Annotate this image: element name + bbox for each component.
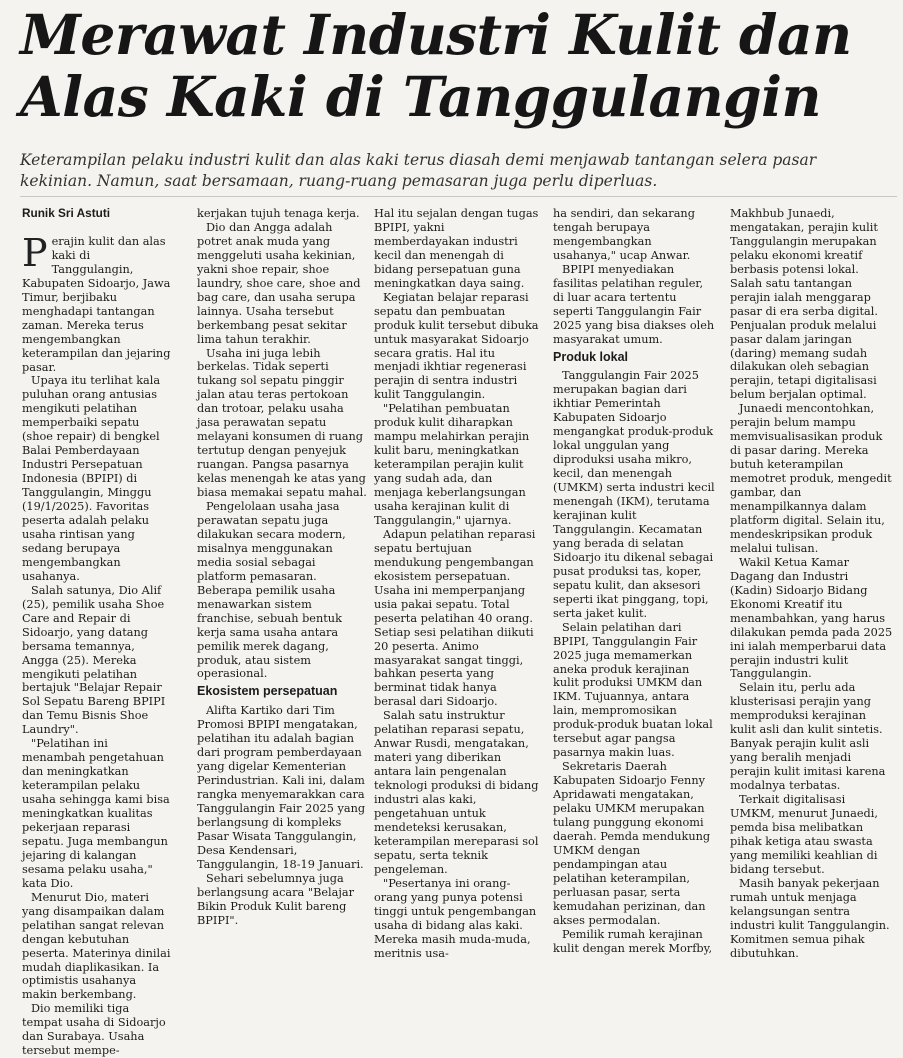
paragraph: Menurut Dio, materi yang disampaikan dalam pelatihan sangat relevan dengan kebutuhan peserta. Materinya dinilai mudah diaplikasikan. Ia optimistis usahanya makin berkembang. xyxy=(22,890,171,1002)
paragraph: Upaya itu terlihat kala puluhan orang antusias mengikuti pelatihan memperbaiki sepatu (shoe repair) di bengkel Balai Pemberdayaan Industri Persepatuan Indonesia (BPIPI) di Tanggulangin, Minggu (19/1/2025). Favoritas peserta adalah pelaku usaha rintisan yang sedang berupaya mengembangkan usahanya. xyxy=(22,374,161,583)
paragraph: Alifta Kartiko dari Tim Promosi BPIPI mengatakan, pelatihan itu adalah bagian dari program pemberdayaan yang digelar Kementerian Perindustrian. Kali ini, dalam rangka menyemarakkan cara Tanggulangin Fair 2025 yang berlangsung di kompleks Pasar Wisata Tanggulangin, Desa Kendensari, Tanggulangin, 18-19 Januari. xyxy=(197,704,366,871)
paragraph: Usaha ini juga lebih berkelas. Tidak seperti tukang sol sepatu pinggir jalan atau teras pertokoan dan trotoar, pelaku usaha jasa perawatan sepatu melayani konsumen di ruang tertutup dengan penyejuk ruangan. Pangsa pasarnya kelas menengah ke atas yang biasa memakai sepatu mahal. xyxy=(197,346,367,500)
paragraph: Tanggulangin Fair 2025 merupakan bagian dari ikhtiar Pemerintah Kabupaten Sidoarjo mengangkat produk-produk lokal unggulan yang diproduksi usaha mikro, kecil, dan menengah (UMKM) serta industri kecil menengah (IKM), terutama kerajinan kulit Tanggulangin. Kecamatan yang berada di selatan Sidoarjo itu dikenal sebagai pusat produksi tas, koper, sepatu kulit, dan aksesori seperti ikat pinggang, topi, serta jaket kulit. xyxy=(553,369,715,620)
paragraph: Sekretaris Daerah Kabupaten Sidoarjo Fenny Apridawati mengatakan, pelaku UMKM merupakan tulang punggung ekonomi daerah. Pemda mendukung UMKM dengan pendampingan atau pelatihan keterampilan, perluasan pasar, serta kemudahan perizinan, dan akses permodalan. xyxy=(553,760,711,927)
paragraph: Adapun pelatihan reparasi sepatu bertujuan mendukung pengembangan ekosistem persepatuan. Usaha ini memperpanjang usia pakai sepatu. Total peserta pelatihan 40 orang. Setiap sesi pelatihan diikuti 20 peserta. Animo masyarakat sangat tinggi, bahkan peserta yang berminat tidak hanya berasal dari Sidoarjo. xyxy=(374,527,536,709)
paragraph: "Pelatihan ini menambah pengetahuan dan meningkatkan keterampilan pelaku usaha sehingga kami bisa meningkatkan kualitas pekerjaan reparasi sepatu. Juga membangun jejaring di kalangan sesama pelaku usaha," kata Dio. xyxy=(22,737,170,890)
lead-paragraph: Perajin kulit dan alas kaki di Tanggulangin, Kabupaten Sidoarjo, Jawa Timur, berjibaku menghadapi tantangan zaman. Mereka terus mengembangkan keterampilan dan jejaring pasar. xyxy=(22,230,171,374)
text-column-5 xyxy=(730,207,893,960)
text-column-3 xyxy=(374,207,540,960)
text-column-4 xyxy=(553,207,716,955)
paragraph: Selain itu, perlu ada klusterisasi perajin yang memproduksi kerajinan kulit asli dan kulit sintetis. Banyak perajin kulit asli yang beralih menjadi perajin kulit imitasi karena modalnya terbatas. xyxy=(730,681,886,793)
paragraph: Kegiatan belajar reparasi sepatu dan pembuatan produk kulit tersebut dibuka untuk masyarakat Sidoarjo secara gratis. Hal itu menjadi ikhtiar regenerasi perajin di sentra industri kulit Tanggulangin. xyxy=(374,290,539,402)
paragraph: Makhbub Junaedi, mengatakan, perajin kulit Tanggulangin merupakan pelaku ekonomi kreatif berbasis potensi lokal. Salah satu tantangan perajin ialah menggarap pasar di era serba digital. Penjualan produk melalui pasar dalam jaringan (daring) memang sudah dilakukan oleh sebagian perajin, tetapi digitalisasi belum berjalan optimal. xyxy=(730,207,878,402)
article-headline xyxy=(20,4,890,128)
paragraph: Terkait digitalisasi UMKM, menurut Junaedi, pemda bisa melibatkan pihak ketiga atau swasta yang memiliki keahlian di bidang tersebut. xyxy=(730,793,878,876)
paragraph: BPIPI menyediakan fasilitas pelatihan reguler, di luar acara tertentu seperti Tanggulangin Fair 2025 yang bisa diakses oleh masyarakat umum. xyxy=(553,262,715,346)
author-byline: Runik Sri Astuti xyxy=(22,206,111,220)
text-column-2 xyxy=(197,207,367,927)
headline-line-2: Alas Kaki di Tanggulangin xyxy=(20,64,821,129)
text-column-1 xyxy=(22,206,171,1058)
deck-divider xyxy=(20,196,897,197)
section-subhead: Produk lokal xyxy=(553,349,629,364)
paragraph: kerjakan tujuh tenaga kerja. xyxy=(197,207,360,220)
paragraph: Dio memiliki tiga tempat usaha di Sidoarjo dan Surabaya. Usaha tersebut mempe- xyxy=(22,1002,166,1058)
paragraph: Wakil Ketua Kamar Dagang dan Industri (Kadin) Sidoarjo Bidang Ekonomi Kreatif itu menambahkan, yang harus dilakukan pemda pada 2025 ini ialah memperbarui data perajin industri kulit Tanggulangin. xyxy=(730,555,893,681)
paragraph: Pengelolaan usaha jasa perawatan sepatu juga dilakukan secara modern, misalnya menggunakan media sosial sebagai platform pemasaran. Beberapa pemilik usaha menawarkan sistem franchise, sebuah bentuk kerja sama usaha antara pemilik merek dagang, produk, atau sistem operasional. xyxy=(197,500,346,681)
section-subhead: Ekosistem persepatuan xyxy=(197,684,338,699)
paragraph: Junaedi mencontohkan, perajin belum mampu memvisualisasikan produk di pasar daring. Mereka butuh keterampilan memotret produk, mengedit gambar, dan menampilkannya dalam platform digital. Selain itu, mendeskripsikan produk melalui tulisan. xyxy=(730,402,892,555)
paragraph: Selain pelatihan dari BPIPI, Tanggulangin Fair 2025 juga memamerkan aneka produk kerajinan kulit produksi UMKM dan IKM. Tujuannya, antara lain, mempromosikan produk-produk buatan lokal tersebut agar pangsa pasarnya makin luas. xyxy=(553,620,713,760)
paragraph: Pemilik rumah kerajinan kulit dengan merek Morfby, xyxy=(553,927,713,955)
paragraph: Sehari sebelumnya juga berlangsung acara "Belajar Bikin Produk Kulit bareng BPIPI". xyxy=(197,871,355,927)
paragraph: Hal itu sejalan dengan tugas BPIPI, yakni memberdayakan industri kecil dan menengah di bidang persepatuan guna meningkatkan daya saing. xyxy=(374,207,539,290)
paragraph: Masih banyak pekerjaan rumah untuk menjaga kelangsungan sentra industri kulit Tanggulangin. Komitmen semua pihak dibutuhkan. xyxy=(730,876,890,960)
paragraph: "Pesertanya ini orang-orang yang punya potensi tinggi untuk pengembangan usaha di bidang alas kaki. Mereka masih muda-muda, meritnis usa- xyxy=(374,876,537,960)
paragraph: "Pelatihan pembuatan produk kulit diharapkan mampu melahirkan perajin kulit baru, meningkatkan keterampilan perajin kulit yang sudah ada, dan menjaga keberlangsungan usaha kerajinan kulit di Tanggulangin," ujarnya. xyxy=(374,402,530,527)
article-deck: Keterampilan pelaku industri kulit dan alas kaki terus diasah demi menjawab tantangan selera pasar kekinian. Namun, saat bersamaan, ruang-ruang pemasaran juga perlu diperluas. xyxy=(20,151,817,190)
drop-cap: P xyxy=(22,230,48,275)
paragraph: Salah satu instruktur pelatihan reparasi sepatu, Anwar Rusdi, mengatakan, materi yang diberikan antara lain pengenalan teknologi produksi di bidang industri alas kaki, pengetahuan untuk mendeteksi kerusakan, keterampilan mereparasi sol sepatu, serta teknik pengeleman. xyxy=(374,709,539,876)
headline-line-1: Merawat Industri Kulit dan xyxy=(20,2,852,67)
paragraph: ha sendiri, dan sekarang tengah berupaya mengembangkan usahanya," ucap Anwar. xyxy=(553,207,695,262)
paragraph: Dio dan Angga adalah potret anak muda yang menggeluti usaha kekinian, yakni shoe repair, shoe laundry, shoe care, shoe and bag care, dan usaha serupa lainnya. Usaha tersebut berkembang pesat sekitar lima tahun terakhir. xyxy=(197,220,361,346)
paragraph: Salah satunya, Dio Alif (25), pemilik usaha Shoe Care and Repair di Sidoarjo, yang datang bersama temannya, Angga (25). Mereka mengikuti pelatihan bertajuk "Belajar Repair Sol Sepatu Bareng BPIPI dan Temu Bisnis Shoe Laundry". xyxy=(22,583,166,737)
